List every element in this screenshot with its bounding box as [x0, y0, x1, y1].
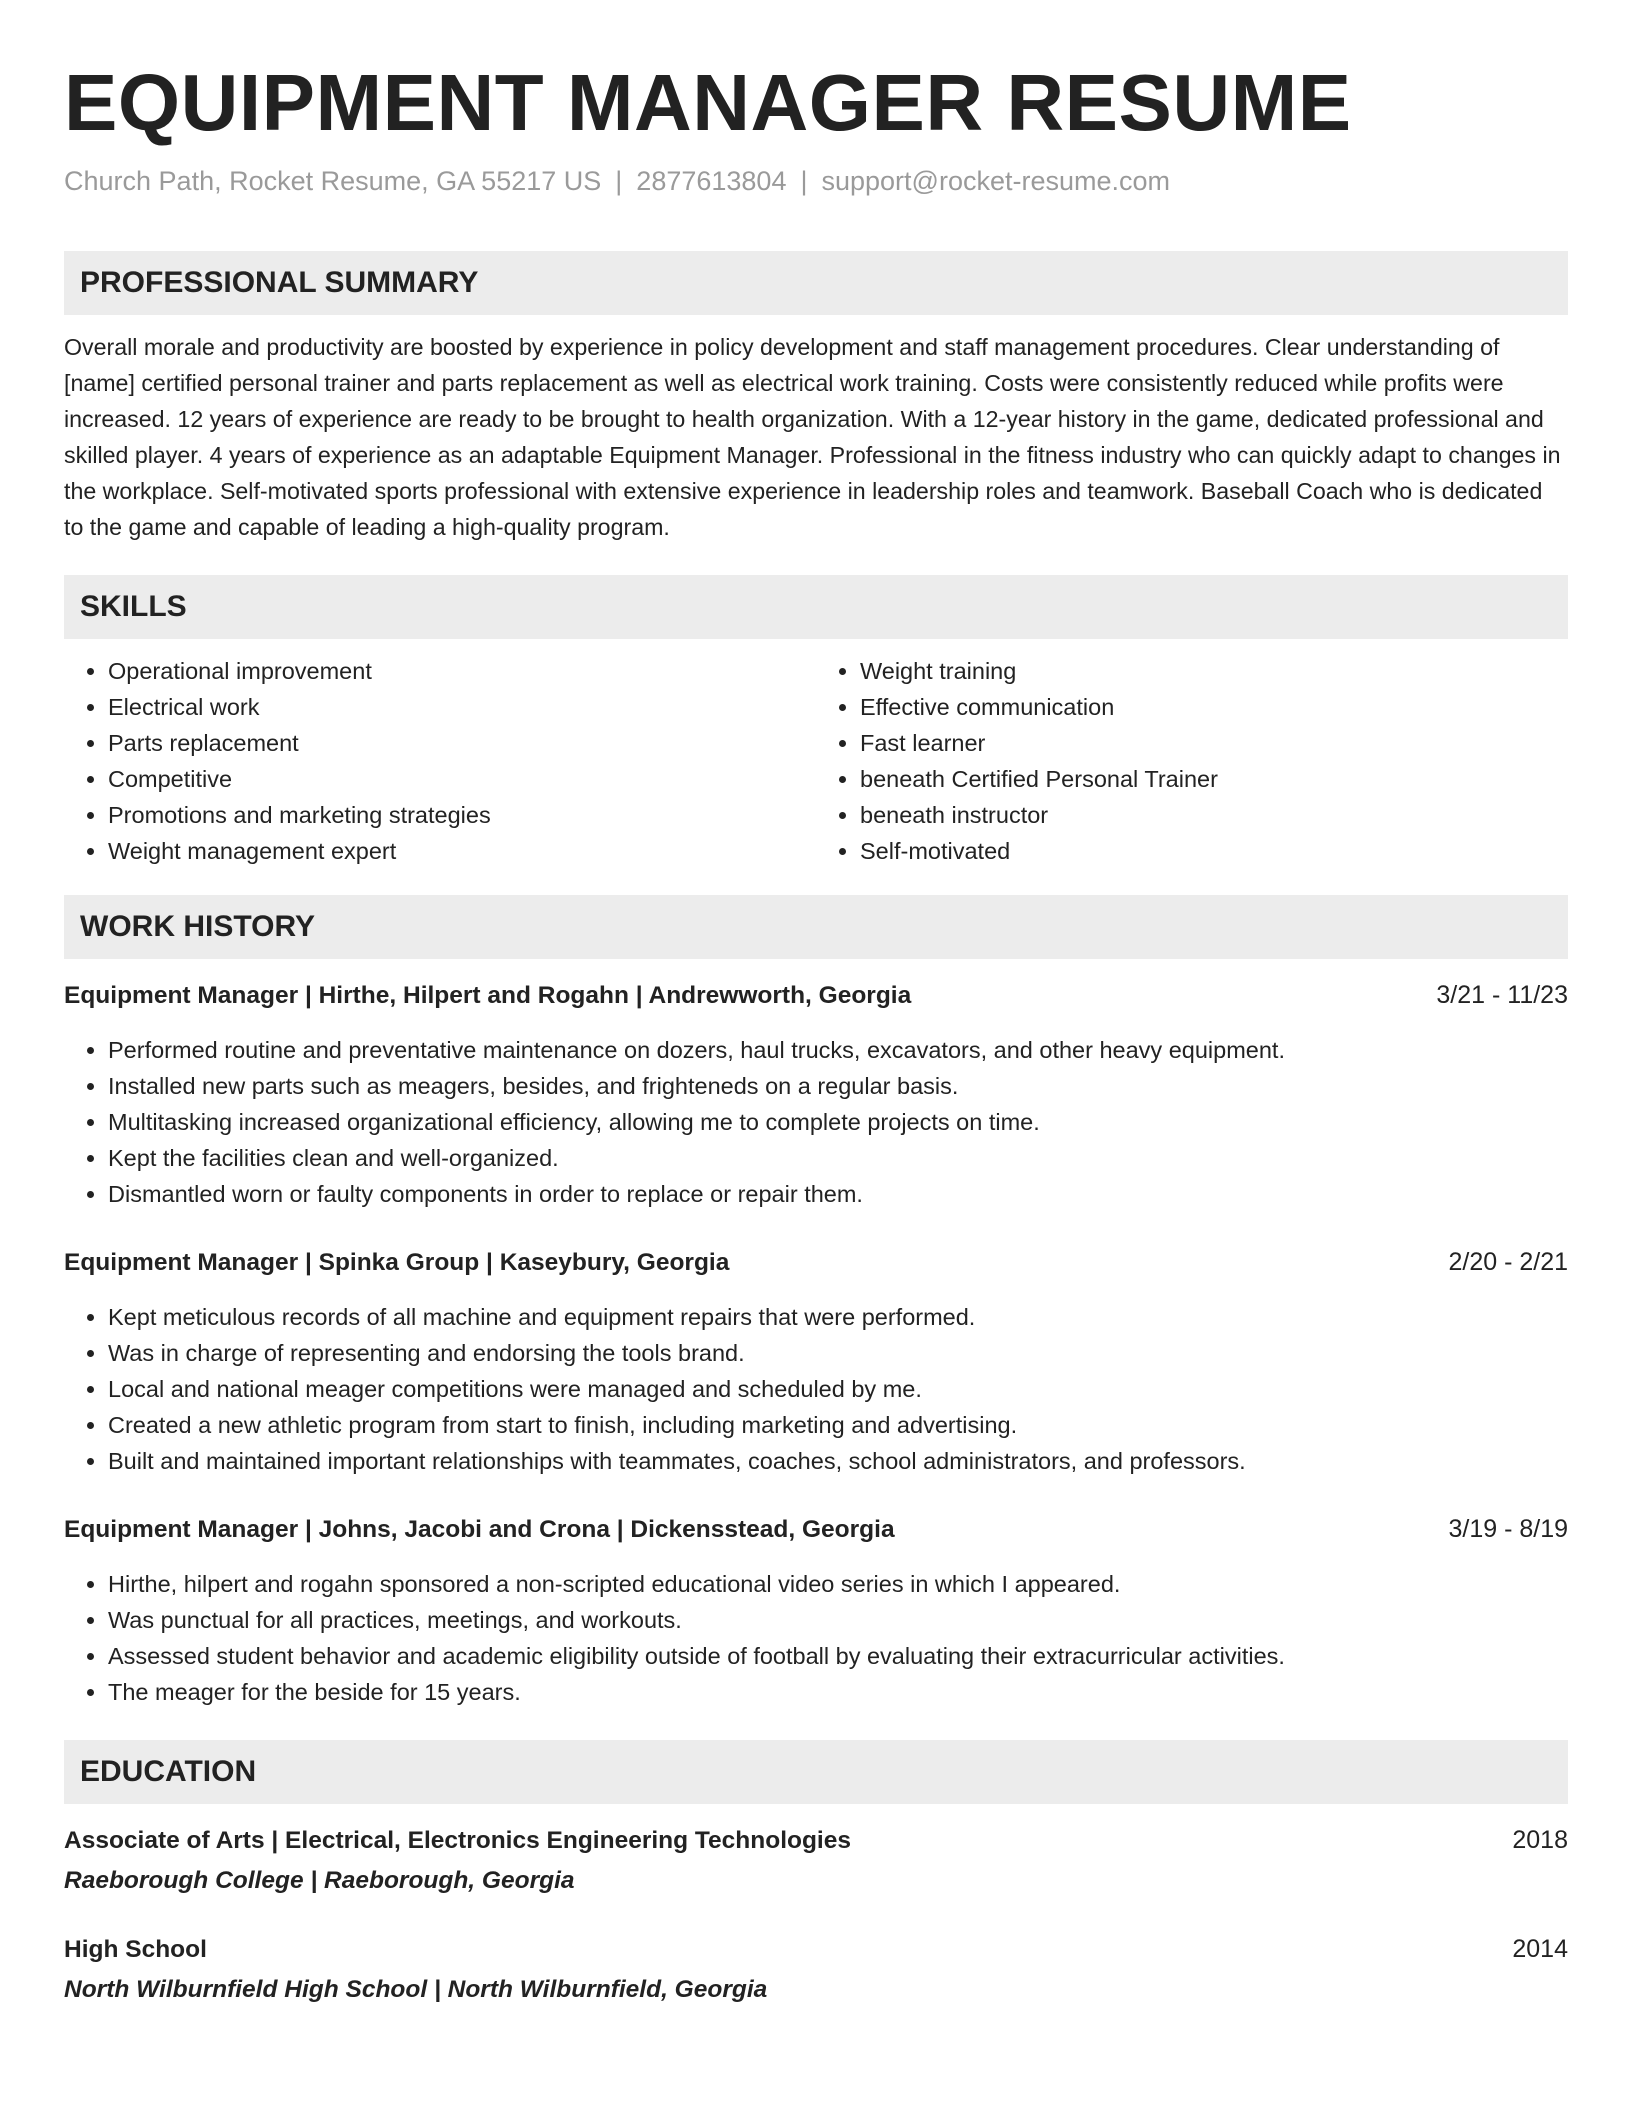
- job-bullet: • Installed new parts such as meagers, besides, and frighteneds on a regular basis.: [108, 1068, 1568, 1104]
- skills-column-right: [816, 653, 1568, 869]
- job-bullet: • Created a new athletic program from start to finish, including marketing and advertising.: [108, 1407, 1568, 1443]
- education-entry: [64, 1822, 1568, 1899]
- job-date: 2/20 - 2/21: [1448, 1248, 1568, 1276]
- section-heading-summary: PROFESSIONAL SUMMARY: [64, 251, 1568, 315]
- skill-item: • beneath Certified Personal Trainer: [860, 761, 1568, 797]
- skill-item: • Fast learner: [860, 725, 1568, 761]
- job-bullet: • The meager for the beside for 15 years.: [108, 1674, 1568, 1710]
- job-bullet: • Built and maintained important relationships with teammates, coaches, school administrators, and professors.: [108, 1443, 1568, 1479]
- job-date: 3/21 - 11/23: [1436, 981, 1568, 1009]
- skill-item: • Competitive: [108, 761, 816, 797]
- job-bullets: [64, 1566, 1568, 1710]
- resume-title: EQUIPMENT MANAGER RESUME: [64, 58, 1352, 147]
- job-bullet: • Kept the facilities clean and well-organized.: [108, 1140, 1568, 1176]
- education-entry: [64, 1931, 1568, 2008]
- education-degree: High School: [64, 1936, 207, 1963]
- job-bullet: • Hirthe, hilpert and rogahn sponsored a non-scripted educational video series in which I appeared.: [108, 1566, 1568, 1602]
- skill-item: • beneath instructor: [860, 797, 1568, 833]
- contact-separator: |: [800, 166, 808, 196]
- skill-item: • Parts replacement: [108, 725, 816, 761]
- skill-item: • Self-motivated: [860, 833, 1568, 869]
- skill-item: • Electrical work: [108, 689, 816, 725]
- skill-item: • Weight management expert: [108, 833, 816, 869]
- skill-item: • Weight training: [860, 653, 1568, 689]
- education-school: North Wilburnfield High School | North Wilburnfield, Georgia: [64, 1976, 768, 2003]
- job-bullet: • Was in charge of representing and endorsing the tools brand.: [108, 1335, 1568, 1371]
- skill-item: • Promotions and marketing strategies: [108, 797, 816, 833]
- skills-column-left: [64, 653, 816, 869]
- education-degree: Associate of Arts | Electrical, Electronics Engineering Technologies: [64, 1827, 851, 1854]
- job-bullets: [64, 1032, 1568, 1212]
- section-heading-education: EDUCATION: [64, 1740, 1568, 1804]
- job-title: Equipment Manager | Hirthe, Hilpert and Rogahn | Andrewworth, Georgia: [64, 982, 912, 1009]
- job-bullet: • Performed routine and preventative maintenance on dozers, haul trucks, excavators, and other heavy equipment.: [108, 1032, 1568, 1068]
- job-bullet: • Kept meticulous records of all machine and equipment repairs that were performed.: [108, 1299, 1568, 1335]
- contact-separator: |: [615, 166, 623, 196]
- job-bullets: [64, 1299, 1568, 1479]
- job-bullet: • Local and national meager competitions were managed and scheduled by me.: [108, 1371, 1568, 1407]
- job-entry: [64, 1244, 1568, 1479]
- job-bullet: • Was punctual for all practices, meetings, and workouts.: [108, 1602, 1568, 1638]
- education-year: 2018: [1512, 1826, 1568, 1854]
- job-bullet: • Assessed student behavior and academic eligibility outside of football by evaluating their extracurricular activities.: [108, 1638, 1568, 1674]
- job-title: Equipment Manager | Johns, Jacobi and Crona | Dickensstead, Georgia: [64, 1516, 895, 1543]
- contact-line: [64, 163, 1568, 199]
- summary-text: Overall morale and productivity are boosted by experience in policy development and staff management procedures. Clear understanding of [name] certified personal trainer and parts replacement as well as electrical work training. Costs were consistently reduced while profits were increased. 12 years of experience are ready to be brought to health organization. With a 12-year history in the game, dedicated professional and skilled player. 4 years of experience as an adaptable Equipment Manager. Professional in the fitness industry who can quickly adapt to changes in the workplace. Self-motivated sports professional with extensive experience in leadership roles and teamwork. Baseball Coach who is dedicated to the game and capable of leading a high-quality program.: [64, 334, 1561, 540]
- skill-item: • Operational improvement: [108, 653, 816, 689]
- job-title: Equipment Manager | Spinka Group | Kaseybury, Georgia: [64, 1249, 730, 1276]
- address: Church Path, Rocket Resume, GA 55217 US: [64, 166, 602, 196]
- education-year: 2014: [1512, 1935, 1568, 1963]
- job-bullet: • Dismantled worn or faulty components in order to replace or repair them.: [108, 1176, 1568, 1212]
- education-school: Raeborough College | Raeborough, Georgia: [64, 1867, 575, 1894]
- skill-item: • Effective communication: [860, 689, 1568, 725]
- email-link[interactable]: support@rocket-resume.com: [821, 166, 1171, 196]
- section-heading-work-history: WORK HISTORY: [64, 895, 1568, 959]
- job-entry: [64, 977, 1568, 1212]
- section-heading-skills: SKILLS: [64, 575, 1568, 639]
- phone: 2877613804: [636, 166, 787, 196]
- job-entry: [64, 1511, 1568, 1710]
- job-date: 3/19 - 8/19: [1448, 1515, 1568, 1543]
- skills-list: [64, 653, 1568, 869]
- job-bullet: • Multitasking increased organizational efficiency, allowing me to complete projects on time.: [108, 1104, 1568, 1140]
